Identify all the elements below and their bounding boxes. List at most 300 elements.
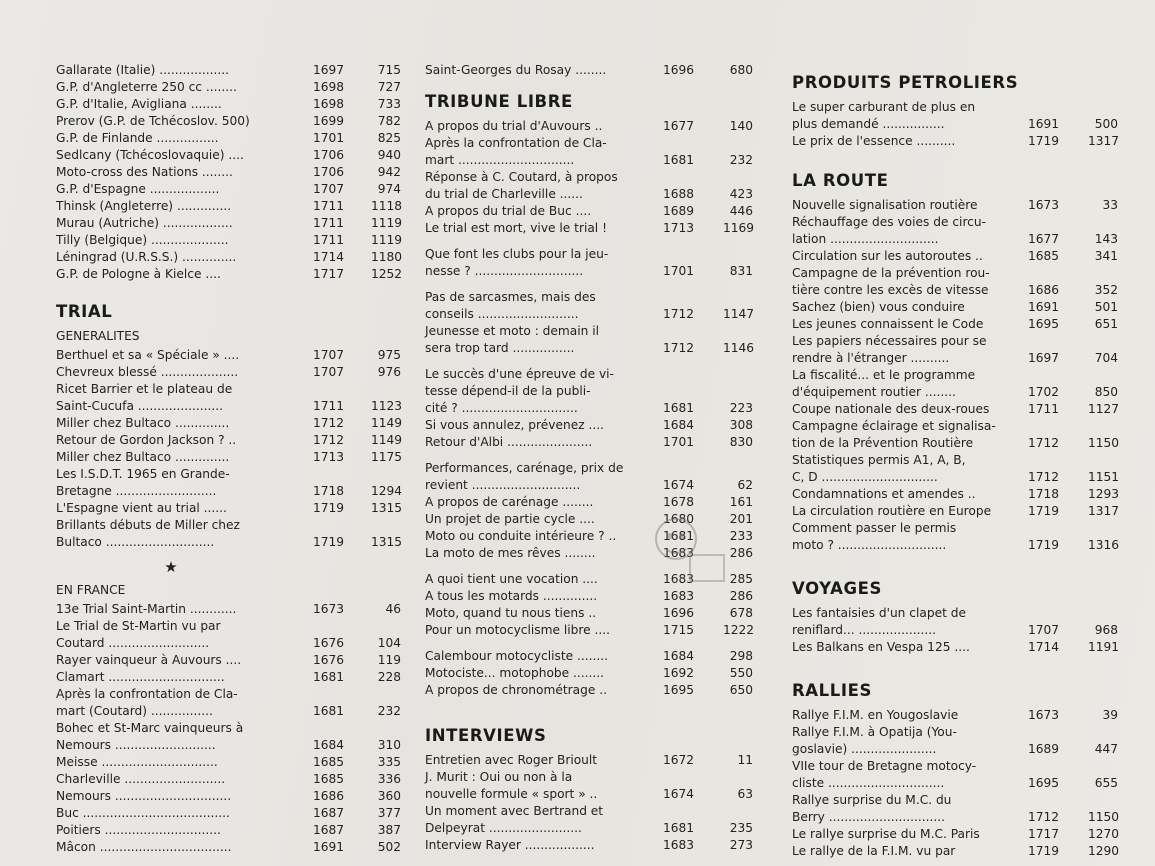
entry-page-number: 1123: [371, 399, 403, 413]
star-icon: ★: [164, 558, 178, 576]
entry-issue-number: 1707: [313, 182, 345, 196]
entry-page-number: 1149: [371, 416, 403, 430]
entry-issue-number: 1714: [313, 250, 345, 264]
index-entry: [56, 249, 401, 266]
entry-page-number: 335: [377, 755, 401, 769]
entry-title: Nemours ..............................: [56, 789, 232, 803]
entry-title: Un moment avec Bertrand et Delpeyrat ........................: [425, 804, 604, 835]
entry-issue-number: 1688: [663, 187, 695, 201]
entry-page-number: 286: [729, 546, 753, 560]
index-entry: [792, 197, 1132, 214]
entry-title: Moto, quand tu nous tiens ..: [425, 606, 597, 620]
entry-page-number: 976: [377, 365, 401, 379]
index-entry: [56, 449, 401, 466]
entry-page-number: 1191: [1088, 640, 1120, 654]
entry-page-number: 678: [729, 606, 753, 620]
entry-title: Réponse à C. Coutard, à propos du trial de Charleville ......: [425, 170, 618, 201]
entry-issue-number: 1715: [663, 623, 695, 637]
entry-issue-number: 1684: [313, 738, 345, 752]
entry-title: Léningrad (U.R.S.S.) ..............: [56, 250, 237, 264]
entry-issue-number: 1712: [1028, 436, 1060, 450]
index-entry: [792, 843, 1132, 860]
entry-page-number: 727: [377, 80, 401, 94]
entry-issue-number: 1674: [663, 787, 695, 801]
entry-issue-number: 1683: [663, 546, 695, 560]
entry-issue-number: 1717: [1028, 827, 1060, 841]
entry-title: Après la confrontation de Cla- mart ..............................: [425, 136, 607, 167]
index-entry: [425, 417, 770, 434]
index-entry: [425, 682, 770, 699]
index-entry: [792, 99, 1132, 133]
entry-page-number: 825: [377, 131, 401, 145]
entry-page-number: 968: [1094, 623, 1118, 637]
entry-page-number: 1150: [1088, 436, 1120, 450]
entry-page-number: 232: [729, 153, 753, 167]
entry-page-number: 655: [1094, 776, 1118, 790]
index-entry: [56, 822, 401, 839]
entry-page-number: 1293: [1088, 487, 1120, 501]
entry-title: Condamnations et amendes ..: [792, 487, 976, 501]
entry-page-number: 1151: [1088, 470, 1120, 484]
entry-issue-number: 1681: [313, 704, 345, 718]
entry-issue-number: 1719: [313, 501, 345, 515]
entry-issue-number: 1702: [1028, 385, 1060, 399]
entry-issue-number: 1674: [663, 478, 695, 492]
index-entry: [425, 203, 770, 220]
section-heading-la-route: LA ROUTE: [792, 171, 889, 190]
entry-page-number: 680: [729, 63, 753, 77]
entry-page-number: 733: [377, 97, 401, 111]
entry-title: Retour d'Albi ......................: [425, 435, 593, 449]
entry-issue-number: 1686: [313, 789, 345, 803]
entry-page-number: 704: [1094, 351, 1118, 365]
produits-entries: [792, 99, 1132, 150]
entry-page-number: 1252: [371, 267, 403, 281]
entry-title: G.P. d'Angleterre 250 cc ........: [56, 80, 237, 94]
index-entry: [425, 752, 770, 769]
entry-issue-number: 1684: [663, 418, 695, 432]
entry-page-number: 423: [729, 187, 753, 201]
entry-page-number: 63: [737, 787, 753, 801]
entry-page-number: 285: [729, 572, 753, 586]
entry-title: A propos du trial d'Auvours ..: [425, 119, 603, 133]
trial-entries: [56, 347, 401, 551]
entry-title: Sachez (bien) vous conduire: [792, 300, 965, 314]
entry-page-number: 228: [377, 670, 401, 684]
entry-issue-number: 1712: [313, 416, 345, 430]
entry-title: Après la confrontation de Cla- mart (Coutard) ................: [56, 687, 238, 718]
entry-title: Moto-cross des Nations ........: [56, 165, 233, 179]
index-entry: [56, 686, 401, 720]
entry-page-number: 1175: [371, 450, 403, 464]
entry-issue-number: 1683: [663, 838, 695, 852]
entry-issue-number: 1691: [1028, 300, 1060, 314]
entry-issue-number: 1695: [1028, 317, 1060, 331]
entry-issue-number: 1681: [313, 670, 345, 684]
entry-title: Les I.S.D.T. 1965 en Grande- Bretagne ..........................: [56, 467, 230, 498]
entry-issue-number: 1701: [313, 131, 345, 145]
index-entry: [792, 707, 1132, 724]
group-gap: [425, 639, 770, 648]
entry-issue-number: 1698: [313, 97, 345, 111]
entry-page-number: 502: [377, 840, 401, 854]
entry-page-number: 1222: [723, 623, 755, 637]
entry-title: Rayer vainqueur à Auvours ....: [56, 653, 242, 667]
index-entry: [56, 618, 401, 652]
subheading-en-france: EN FRANCE: [56, 583, 126, 597]
entry-title: Le Trial de St-Martin vu par Coutard ..........................: [56, 619, 221, 650]
entry-issue-number: 1689: [663, 204, 695, 218]
entry-issue-number: 1711: [1028, 402, 1060, 416]
entry-page-number: 650: [729, 683, 753, 697]
section-heading-interviews: INTERVIEWS: [425, 726, 547, 745]
entry-title: Performances, carénage, prix de revient ............................: [425, 461, 624, 492]
index-entry: [56, 164, 401, 181]
entry-issue-number: 1681: [663, 153, 695, 167]
entry-page-number: 782: [377, 114, 401, 128]
entry-issue-number: 1673: [313, 602, 345, 616]
entry-page-number: 501: [1094, 300, 1118, 314]
index-entry: [56, 113, 401, 130]
index-entry: [56, 432, 401, 449]
entry-title: L'Espagne vient au trial ......: [56, 501, 227, 515]
entry-page-number: 1147: [723, 307, 755, 321]
entry-issue-number: 1717: [313, 267, 345, 281]
index-entry: [56, 669, 401, 686]
entry-issue-number: 1681: [663, 529, 695, 543]
tribune-entries: [425, 118, 770, 699]
entry-issue-number: 1719: [313, 535, 345, 549]
index-entry: [425, 289, 770, 323]
index-entry: [56, 517, 401, 551]
entry-title: Coupe nationale des deux-roues: [792, 402, 990, 416]
entry-page-number: 1317: [1088, 504, 1120, 518]
entry-title: Circulation sur les autoroutes ..: [792, 249, 983, 263]
watermark-logo-icon: [640, 503, 730, 591]
entry-page-number: 500: [1094, 117, 1118, 131]
index-entry: [792, 367, 1132, 401]
entry-title: Brillants débuts de Miller chez Bultaco ............................: [56, 518, 240, 549]
entry-title: Moto ou conduite intérieure ? ..: [425, 529, 617, 543]
entry-issue-number: 1701: [663, 435, 695, 449]
entry-page-number: 298: [729, 649, 753, 663]
index-entry: [425, 665, 770, 682]
index-entry: [56, 147, 401, 164]
entry-issue-number: 1695: [1028, 776, 1060, 790]
index-entry: [792, 639, 1132, 656]
index-entry: [56, 720, 401, 754]
entry-title: Ricet Barrier et le plateau de Saint-Cucufa ......................: [56, 382, 233, 413]
column-right: [792, 62, 1132, 860]
entry-page-number: 1150: [1088, 810, 1120, 824]
index-entry: [56, 500, 401, 517]
index-entry: [425, 366, 770, 417]
index-entry: [56, 381, 401, 415]
entry-page-number: 286: [729, 589, 753, 603]
index-entry: [56, 652, 401, 669]
section-heading-trial: TRIAL: [56, 302, 113, 321]
entry-issue-number: 1699: [313, 114, 345, 128]
entry-page-number: 201: [729, 512, 753, 526]
entry-issue-number: 1718: [1028, 487, 1060, 501]
entry-page-number: 235: [729, 821, 753, 835]
index-entry: [56, 198, 401, 215]
entry-issue-number: 1681: [663, 821, 695, 835]
entry-title: Le trial est mort, vive le trial !: [425, 221, 607, 235]
entry-page-number: 1119: [371, 216, 403, 230]
entry-title: Comment passer le permis moto ? ............................: [792, 521, 957, 552]
index-entry: [56, 839, 401, 856]
entry-title: Le succès d'une épreuve de vi- tesse dépend-il de la publi- cité ? ..............................: [425, 367, 614, 415]
entry-issue-number: 1687: [313, 823, 345, 837]
index-entry: [56, 601, 401, 618]
entry-title: Charleville ..........................: [56, 772, 226, 786]
entry-issue-number: 1712: [1028, 810, 1060, 824]
entry-title: A quoi tient une vocation ....: [425, 572, 598, 586]
index-entry: [425, 648, 770, 665]
entry-title: Sedlcany (Tchécoslovaquie) ....: [56, 148, 244, 162]
entry-title: Prerov (G.P. de Tchécoslov. 500): [56, 114, 250, 128]
entry-issue-number: 1712: [663, 341, 695, 355]
entry-page-number: 1317: [1088, 134, 1120, 148]
entry-issue-number: 1691: [313, 840, 345, 854]
entry-issue-number: 1701: [663, 264, 695, 278]
entry-issue-number: 1678: [663, 495, 695, 509]
entry-issue-number: 1711: [313, 216, 345, 230]
entry-title: Miller chez Bultaco ..............: [56, 416, 230, 430]
entry-page-number: 387: [377, 823, 401, 837]
index-entry: [792, 265, 1132, 299]
index-entry: [56, 79, 401, 96]
entry-title: Meisse ..............................: [56, 755, 218, 769]
index-entry: [425, 460, 770, 494]
france-entries: [56, 601, 401, 856]
entry-page-number: 1315: [371, 535, 403, 549]
entry-issue-number: 1683: [663, 572, 695, 586]
entry-page-number: 1146: [723, 341, 755, 355]
entry-title: Si vous annulez, prévenez ....: [425, 418, 604, 432]
rallies-entries: [792, 707, 1132, 860]
entry-title: Les jeunes connaissent le Code: [792, 317, 984, 331]
route-entries: [792, 197, 1132, 554]
index-entry: [425, 323, 770, 357]
index-entry: [792, 520, 1132, 554]
entry-page-number: 352: [1094, 283, 1118, 297]
index-entry: [792, 452, 1132, 486]
entry-page-number: 233: [729, 529, 753, 543]
column-middle: [425, 62, 770, 854]
entry-title: Saint-Georges du Rosay ........: [425, 63, 607, 77]
entry-page-number: 161: [729, 495, 753, 509]
entry-issue-number: 1711: [313, 199, 345, 213]
index-entry: [56, 771, 401, 788]
entry-title: La circulation routière en Europe: [792, 504, 992, 518]
entry-title: Que font les clubs pour la jeu- nesse ? ............................: [425, 247, 609, 278]
entry-title: Statistiques permis A1, A, B, C, D ..............................: [792, 453, 966, 484]
entry-title: Mâcon ..................................: [56, 840, 232, 854]
entry-title: G.P. de Finlande ................: [56, 131, 219, 145]
entry-issue-number: 1685: [1028, 249, 1060, 263]
section-heading-tribune-libre: TRIBUNE LIBRE: [425, 92, 573, 111]
index-entry: [56, 788, 401, 805]
entry-title: Le super carburant de plus en plus demandé ................: [792, 100, 976, 131]
entry-issue-number: 1685: [313, 772, 345, 786]
entry-issue-number: 1707: [1028, 623, 1060, 637]
entry-page-number: 336: [377, 772, 401, 786]
entry-issue-number: 1719: [1028, 134, 1060, 148]
index-entry: [425, 220, 770, 237]
entry-page-number: 104: [377, 636, 401, 650]
entry-issue-number: 1683: [663, 589, 695, 603]
index-entry: [792, 299, 1132, 316]
entry-title: J. Murit : Oui ou non à la nouvelle formule « sport » ..: [425, 770, 598, 801]
entry-title: Entretien avec Roger Brioult: [425, 753, 598, 767]
entry-page-number: 830: [729, 435, 753, 449]
voyages-entries: [792, 605, 1132, 656]
entry-issue-number: 1714: [1028, 640, 1060, 654]
entry-issue-number: 1712: [663, 307, 695, 321]
entry-title: G.P. d'Italie, Avigliana ........: [56, 97, 222, 111]
entry-issue-number: 1676: [313, 653, 345, 667]
entry-title: A propos de chronométrage ..: [425, 683, 607, 697]
entry-title: A tous les motards ..............: [425, 589, 598, 603]
index-entry: [425, 837, 770, 854]
entry-title: Les Balkans en Vespa 125 ....: [792, 640, 970, 654]
entry-page-number: 232: [377, 704, 401, 718]
entry-title: Le rallye surprise du M.C. Paris: [792, 827, 980, 841]
index-entry: [56, 364, 401, 381]
entry-issue-number: 1713: [313, 450, 345, 464]
entry-title: Buc ......................................: [56, 806, 230, 820]
entry-title: VIIe tour de Bretagne motocy- cliste ..............................: [792, 759, 977, 790]
index-entry: [56, 181, 401, 198]
index-entry: [56, 347, 401, 364]
entry-page-number: 119: [377, 653, 401, 667]
index-entry: [792, 758, 1132, 792]
entry-title: Motociste... motophobe ........: [425, 666, 604, 680]
entry-page-number: 831: [729, 264, 753, 278]
entry-title: Jeunesse et moto : demain il sera trop tard ................: [425, 324, 600, 355]
entry-page-number: 341: [1094, 249, 1118, 263]
section-heading-rallies: RALLIES: [792, 681, 872, 700]
entry-title: A propos de carénage ........: [425, 495, 594, 509]
index-entry: [425, 622, 770, 639]
entry-issue-number: 1719: [1028, 504, 1060, 518]
entry-page-number: 1270: [1088, 827, 1120, 841]
section-heading-produits-petroliers: PRODUITS PETROLIERS: [792, 73, 1019, 92]
index-entry: [792, 248, 1132, 265]
entry-issue-number: 1673: [1028, 198, 1060, 212]
index-entry: [792, 316, 1132, 333]
entry-page-number: 975: [377, 348, 401, 362]
index-entry: [425, 605, 770, 622]
index-entry: [792, 418, 1132, 452]
entry-page-number: 1119: [371, 233, 403, 247]
index-entry: [425, 434, 770, 451]
index-entry: [56, 466, 401, 500]
entry-title: Un projet de partie cycle ....: [425, 512, 595, 526]
entry-title: Tilly (Belgique) ....................: [56, 233, 229, 247]
index-entry: [792, 826, 1132, 843]
entry-page-number: 550: [729, 666, 753, 680]
entry-title: Les papiers nécessaires pour se rendre à l'étranger ..........: [792, 334, 987, 365]
index-entry: [425, 246, 770, 280]
entry-issue-number: 1706: [313, 148, 345, 162]
entry-issue-number: 1719: [1028, 538, 1060, 552]
index-entry: [56, 215, 401, 232]
entry-issue-number: 1677: [1028, 232, 1060, 246]
entry-issue-number: 1713: [663, 221, 695, 235]
entry-page-number: 942: [377, 165, 401, 179]
entry-page-number: 447: [1094, 742, 1118, 756]
entry-page-number: 974: [377, 182, 401, 196]
entry-title: Berthuel et sa « Spéciale » ....: [56, 348, 240, 362]
index-entry: [792, 605, 1132, 639]
entry-issue-number: 1707: [313, 365, 345, 379]
index-entry: [792, 214, 1132, 248]
entry-title: Campagne de la prévention rou- tière contre les excès de vitesse: [792, 266, 990, 297]
index-entry: [56, 62, 401, 79]
index-entry: [792, 333, 1132, 367]
entry-title: Rallye F.I.M. à Opatija (You- goslavie) ......................: [792, 725, 957, 756]
entry-title: Poitiers ..............................: [56, 823, 221, 837]
entry-title: Le rallye de la F.I.M. vu par: [792, 844, 956, 858]
entry-title: Les fantaisies d'un clapet de reniflard... ....................: [792, 606, 966, 637]
entry-issue-number: 1698: [313, 80, 345, 94]
group-gap: [425, 451, 770, 460]
entry-page-number: 651: [1094, 317, 1118, 331]
entry-issue-number: 1696: [663, 606, 695, 620]
entry-page-number: 1315: [371, 501, 403, 515]
entry-page-number: 360: [377, 789, 401, 803]
column-left: [56, 62, 401, 856]
entry-page-number: 273: [729, 838, 753, 852]
entry-page-number: 1169: [723, 221, 755, 235]
entry-title: Bohec et St-Marc vainqueurs à Nemours ..........................: [56, 721, 244, 752]
entry-page-number: 715: [377, 63, 401, 77]
index-entry: [56, 266, 401, 283]
entry-issue-number: 1689: [1028, 742, 1060, 756]
entry-page-number: 1118: [371, 199, 403, 213]
entry-page-number: 940: [377, 148, 401, 162]
entry-title: G.P. de Pologne à Kielce ....: [56, 267, 221, 281]
entry-issue-number: 1672: [663, 753, 695, 767]
index-entry: [792, 133, 1132, 150]
entry-title: Rallye surprise du M.C. du Berry ..............................: [792, 793, 952, 824]
entry-issue-number: 1706: [313, 165, 345, 179]
entry-issue-number: 1680: [663, 512, 695, 526]
entry-page-number: 33: [1102, 198, 1118, 212]
entry-issue-number: 1719: [1028, 844, 1060, 858]
entry-page-number: 1149: [371, 433, 403, 447]
index-entry: [792, 401, 1132, 418]
entry-title: Rallye F.I.M. en Yougoslavie: [792, 708, 959, 722]
entry-issue-number: 1691: [1028, 117, 1060, 131]
entry-page-number: 1316: [1088, 538, 1120, 552]
group-gap: [425, 280, 770, 289]
section-heading-voyages: VOYAGES: [792, 579, 882, 598]
index-entry: [792, 724, 1132, 758]
entry-issue-number: 1712: [1028, 470, 1060, 484]
entry-page-number: 1290: [1088, 844, 1120, 858]
entry-title: Pas de sarcasmes, mais des conseils ..........................: [425, 290, 596, 321]
entry-page-number: 11: [737, 753, 753, 767]
entry-title: Murau (Autriche) ..................: [56, 216, 233, 230]
entry-issue-number: 1676: [313, 636, 345, 650]
index-entry: [56, 415, 401, 432]
entry-title: Chevreux blessé ....................: [56, 365, 239, 379]
entry-page-number: 46: [385, 602, 401, 616]
